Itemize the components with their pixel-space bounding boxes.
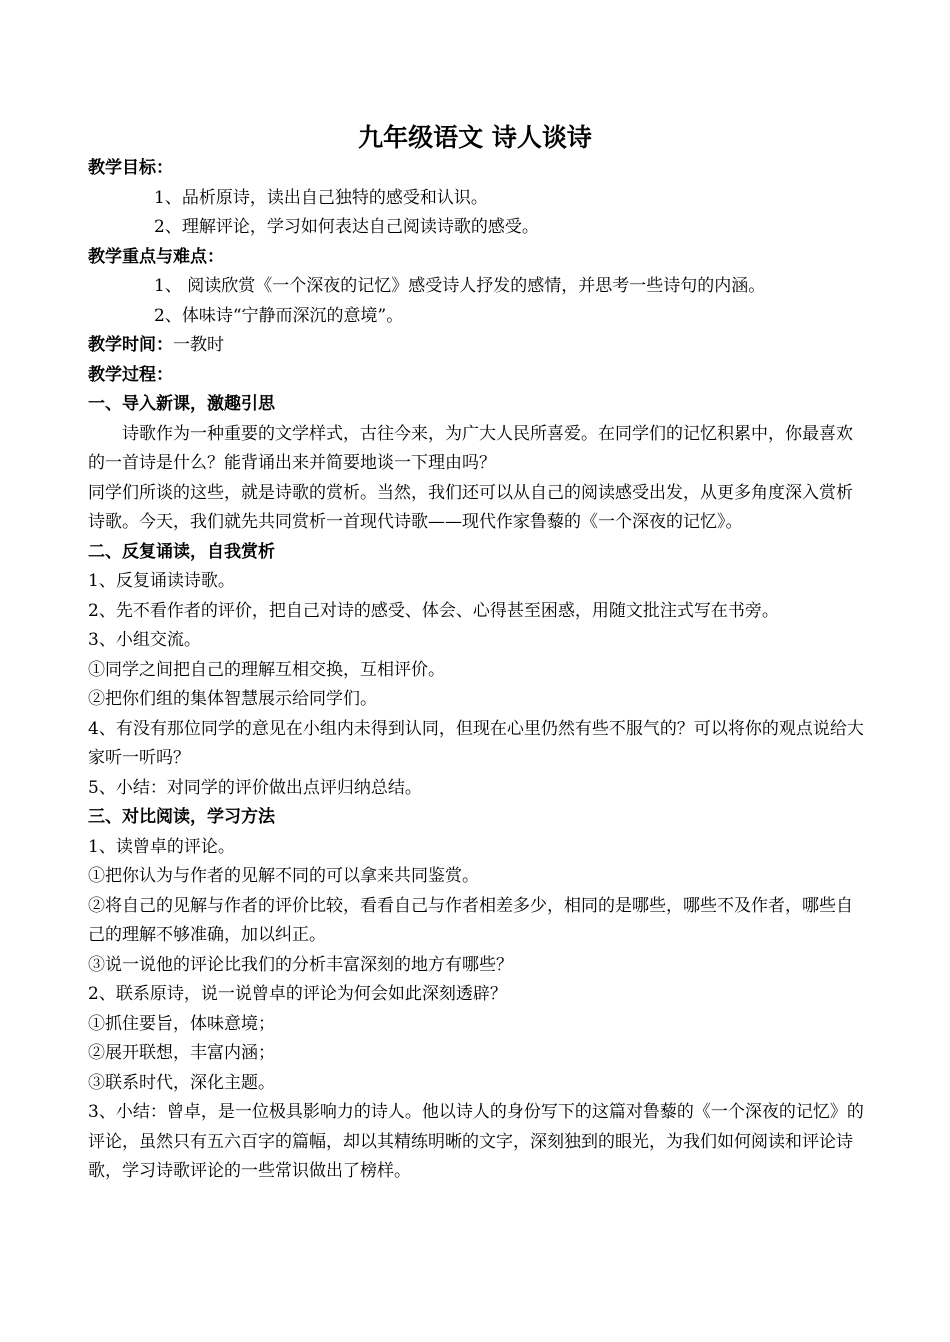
section1-paragraph: 同学们所谈的这些，就是诗歌的赏析。当然，我们还可以从自己的阅读感受出发，从更多角度深入赏析诗歌。今天，我们就先共同赏析一首现代诗歌——现代作家鲁藜的《一个深夜的记忆》。 bbox=[88, 482, 853, 532]
section3-line: ①抓住要旨，体味意境； bbox=[88, 1013, 275, 1034]
section3-line: ③说一说他的评论比我们的分析丰富深刻的地方有哪些？ bbox=[88, 954, 513, 975]
objectives-heading: 教学目标： bbox=[88, 158, 173, 178]
section2-line: 4、有没有那位同学的意见在小组内未得到认同，但现在心里仍然有些不服气的？可以将你的观点说给大家听一听吗？ bbox=[88, 718, 864, 768]
section2-heading: 二、反复诵读，自我赏析 bbox=[88, 541, 275, 562]
document-body bbox=[88, 154, 864, 1187]
section3-line: ②将自己的见解与作者的评价比较，看看自己与作者相差多少，相同的是哪些，哪些不及作者，哪些自己的理解不够准确，加以纠正。 bbox=[88, 895, 853, 945]
teaching-time-value: 一教时 bbox=[173, 335, 224, 355]
section3-line: ②展开联想，丰富内涵； bbox=[88, 1043, 275, 1063]
section3-heading: 三、对比阅读，学习方法 bbox=[88, 807, 275, 827]
section3-line: 1、读曾卓的评论。 bbox=[88, 836, 235, 857]
teaching-time bbox=[88, 331, 864, 361]
section3-line: ①把你认为与作者的见解不同的可以拿来共同鉴赏。 bbox=[88, 866, 479, 886]
objective-item: 2、理解评论，学习如何表达自己阅读诗歌的感受。 bbox=[154, 217, 539, 237]
section1-heading: 一、导入新课，激趣引思 bbox=[88, 394, 275, 414]
section2-line: ①同学之间把自己的理解互相交换，互相评价。 bbox=[88, 659, 445, 680]
section2-line: 3、小组交流。 bbox=[88, 630, 201, 650]
objective-item: 1、品析原诗，读出自己独特的感受和认识。 bbox=[154, 187, 488, 208]
key-points-heading: 教学重点与难点： bbox=[88, 246, 224, 267]
section2-line: 1、反复诵读诗歌。 bbox=[88, 571, 235, 591]
section2-line: 5、小结：对同学的评价做出点评归纳总结。 bbox=[88, 777, 422, 798]
process-heading: 教学过程： bbox=[88, 364, 173, 385]
key-point-item: 2、体味诗“宁静而深沉的意境”。 bbox=[154, 305, 404, 326]
teaching-time-label: 教学时间： bbox=[88, 335, 173, 355]
section3-line: 2、联系原诗，说一说曾卓的评论为何会如此深刻透辟？ bbox=[88, 984, 507, 1004]
section3-line: 3、小结：曾卓，是一位极具影响力的诗人。他以诗人的身份写下的这篇对鲁藜的《一个深夜的记忆》的评论，虽然只有五六百字的篇幅，却以其精练明晰的文字，深刻独到的眼光，为我们如何阅读和评论诗歌，学习诗歌评论的一些常识做出了榜样。 bbox=[88, 1102, 864, 1181]
section2-line: ②把你们组的集体智慧展示给同学们。 bbox=[88, 689, 377, 709]
document-title: 九年级语文 诗人谈诗 bbox=[358, 123, 592, 152]
key-point-item: 1、 阅读欣赏《一个深夜的记忆》感受诗人抒发的感情，并思考一些诗句的内涵。 bbox=[154, 276, 766, 296]
section2-line: 2、先不看作者的评价，把自己对诗的感受、体会、心得甚至困惑，用随文批注式写在书旁。 bbox=[88, 600, 779, 621]
section1-paragraph: 诗歌作为一种重要的文学样式，古往今来，为广大人民所喜爱。在同学们的记忆积累中，你最喜欢的一首诗是什么？能背诵出来并简要地谈一下理由吗？ bbox=[88, 423, 853, 473]
section3-line: ③联系时代，深化主题。 bbox=[88, 1072, 275, 1093]
